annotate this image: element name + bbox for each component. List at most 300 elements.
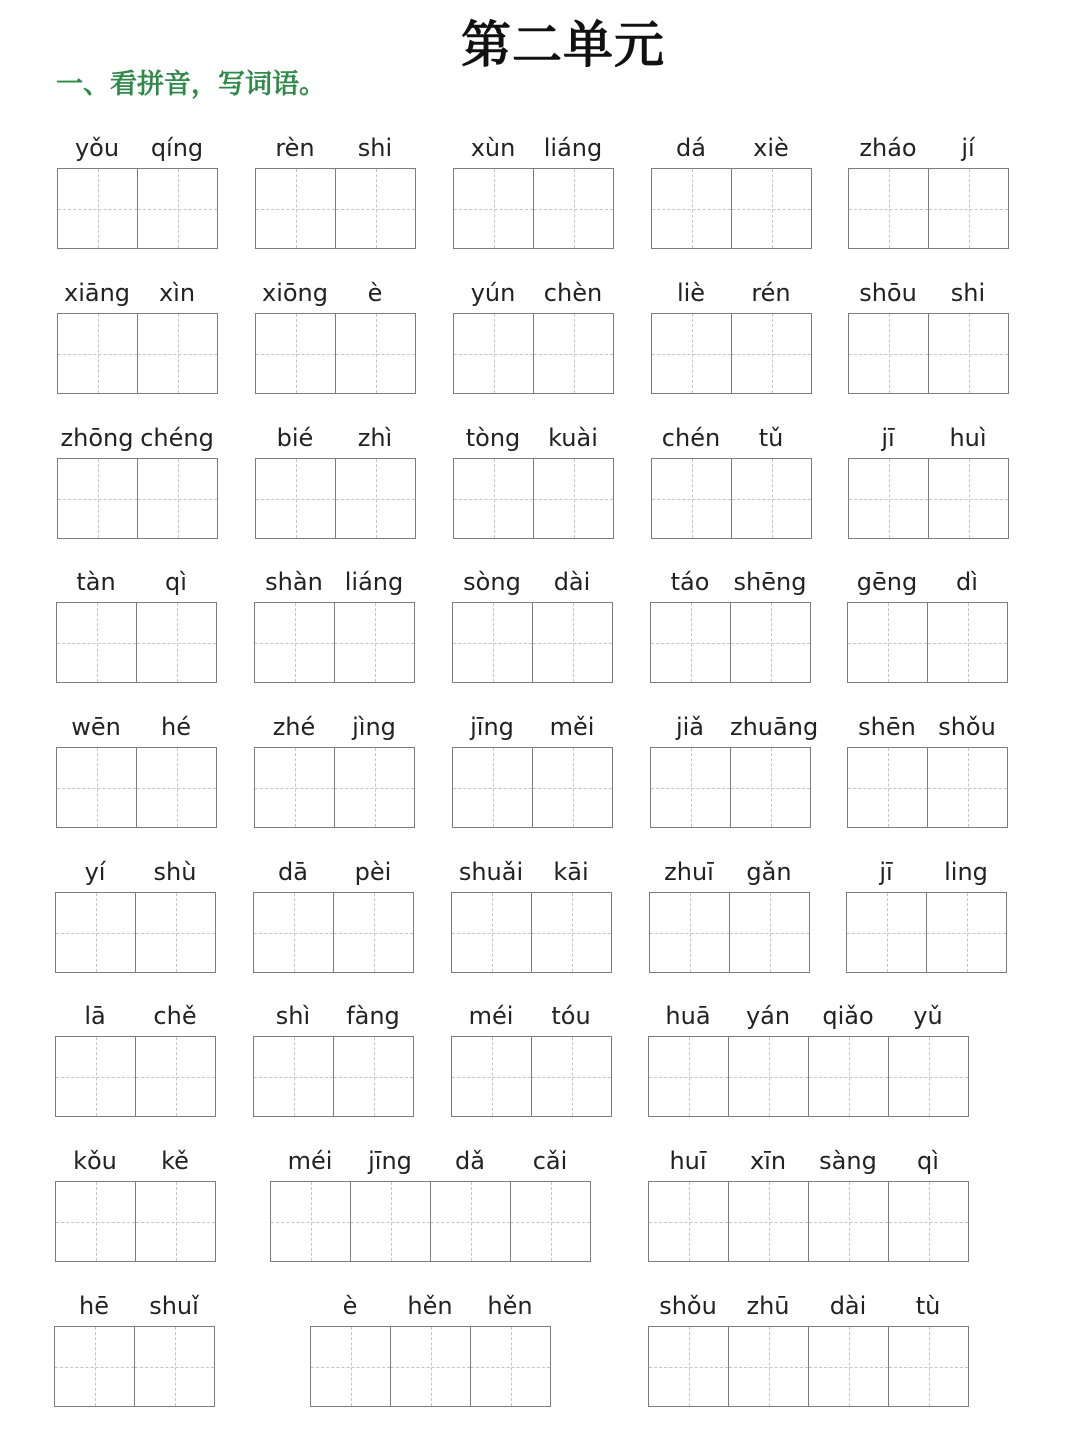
pinyin-row [54, 1288, 214, 1324]
character-writing-box[interactable] [652, 313, 732, 394]
writing-grid [452, 747, 613, 828]
writing-grid [452, 602, 613, 683]
character-writing-box[interactable] [254, 892, 334, 973]
writing-grid [651, 458, 812, 539]
pinyin-syllable: shù [153, 858, 197, 886]
word-item [453, 130, 615, 252]
character-writing-box[interactable] [256, 313, 336, 394]
character-writing-box[interactable] [454, 313, 534, 394]
pinyin-row [847, 564, 1007, 600]
pinyin-row [57, 275, 217, 311]
word-item [648, 998, 970, 1120]
character-writing-box[interactable] [847, 892, 927, 973]
character-writing-box[interactable] [651, 602, 731, 683]
pinyin-syllable: yún [470, 279, 516, 307]
character-writing-box[interactable] [452, 1036, 532, 1117]
character-writing-box[interactable] [889, 1326, 969, 1407]
writing-grid [846, 892, 1007, 973]
word-item [651, 420, 813, 542]
character-writing-box[interactable] [849, 313, 929, 394]
pinyin-row [55, 854, 215, 890]
pinyin-syllable: jīng [368, 1147, 412, 1175]
word-item [255, 420, 417, 542]
character-writing-box[interactable] [732, 458, 812, 539]
pinyin-row [310, 1288, 550, 1324]
writing-grid [650, 602, 811, 683]
character-writing-box[interactable] [454, 168, 534, 249]
pinyin-syllable: kǒu [73, 1147, 117, 1175]
writing-grid [54, 1326, 215, 1407]
character-writing-box[interactable] [58, 458, 138, 539]
pinyin-syllable: tù [915, 1292, 941, 1320]
word-item [453, 275, 615, 397]
character-writing-box[interactable] [729, 1036, 809, 1117]
pinyin-syllable: dá [676, 134, 706, 162]
pinyin-syllable: jī [879, 858, 893, 886]
writing-grid [255, 313, 416, 394]
pinyin-syllable: è [342, 1292, 358, 1320]
pinyin-syllable: liáng [543, 134, 603, 162]
pinyin-syllable: xiè [753, 134, 789, 162]
pinyin-syllable: chéng [140, 424, 214, 452]
word-item [254, 709, 416, 831]
writing-grid [847, 747, 1008, 828]
pinyin-syllable: liè [676, 279, 706, 307]
character-writing-box[interactable] [731, 747, 811, 828]
pinyin-syllable: shi [950, 279, 986, 307]
character-writing-box[interactable] [534, 458, 614, 539]
pinyin-syllable: qì [917, 1147, 939, 1175]
character-writing-box[interactable] [809, 1326, 889, 1407]
pinyin-syllable: kě [161, 1147, 189, 1175]
pinyin-row [253, 998, 413, 1034]
character-writing-box[interactable] [809, 1036, 889, 1117]
pinyin-row [254, 564, 414, 600]
pinyin-row [55, 1143, 215, 1179]
page-title: 第二单元 [461, 16, 665, 74]
word-item [57, 275, 219, 397]
writing-grid [57, 458, 218, 539]
pinyin-syllable: méi [287, 1147, 333, 1175]
character-writing-box[interactable] [254, 1036, 334, 1117]
pinyin-syllable: xùn [470, 134, 516, 162]
character-writing-box[interactable] [56, 892, 136, 973]
writing-grid [254, 602, 415, 683]
character-writing-box[interactable] [256, 168, 336, 249]
writing-grid [453, 313, 614, 394]
pinyin-row [848, 130, 1008, 166]
writing-grid [848, 458, 1009, 539]
writing-grid [56, 602, 217, 683]
pinyin-syllable: zhū [746, 1292, 790, 1320]
pinyin-syllable: zháo [859, 134, 917, 162]
character-writing-box[interactable] [453, 747, 533, 828]
character-writing-box[interactable] [471, 1326, 551, 1407]
pinyin-row [848, 275, 1008, 311]
character-writing-box[interactable] [848, 602, 928, 683]
character-writing-box[interactable] [138, 168, 218, 249]
character-writing-box[interactable] [929, 313, 1009, 394]
pinyin-syllable: chèn [543, 279, 603, 307]
pinyin-syllable: shì [275, 1002, 311, 1030]
pinyin-row [651, 420, 811, 456]
pinyin-syllable: gǎn [746, 858, 792, 886]
character-writing-box[interactable] [532, 892, 612, 973]
word-item [254, 564, 416, 686]
writing-grid [648, 1036, 969, 1117]
character-writing-box[interactable] [57, 747, 137, 828]
pinyin-syllable: shuǐ [149, 1292, 199, 1320]
word-item [651, 275, 813, 397]
character-writing-box[interactable] [532, 1036, 612, 1117]
pinyin-syllable: yán [745, 1002, 791, 1030]
pinyin-row [848, 420, 1008, 456]
pinyin-syllable: kuài [548, 424, 598, 452]
character-writing-box[interactable] [534, 168, 614, 249]
pinyin-row [651, 130, 811, 166]
writing-grid [848, 168, 1009, 249]
character-writing-box[interactable] [57, 602, 137, 683]
pinyin-syllable: kāi [553, 858, 589, 886]
character-writing-box[interactable] [335, 747, 415, 828]
character-writing-box[interactable] [135, 1326, 215, 1407]
character-writing-box[interactable] [255, 602, 335, 683]
pinyin-syllable: sòng [463, 568, 521, 596]
character-writing-box[interactable] [927, 892, 1007, 973]
word-item [846, 854, 1008, 976]
word-item [847, 564, 1009, 686]
character-writing-box[interactable] [849, 168, 929, 249]
character-writing-box[interactable] [335, 602, 415, 683]
pinyin-syllable: hěn [407, 1292, 453, 1320]
pinyin-syllable: yǔ [913, 1002, 943, 1030]
pinyin-row [651, 275, 811, 311]
pinyin-syllable: shuǎi [458, 858, 524, 886]
character-writing-box[interactable] [848, 747, 928, 828]
pinyin-syllable: dǎ [455, 1147, 485, 1175]
word-item [848, 420, 1010, 542]
writing-grid [270, 1181, 591, 1262]
pinyin-row [453, 420, 613, 456]
character-writing-box[interactable] [729, 1326, 809, 1407]
character-writing-box[interactable] [849, 458, 929, 539]
character-writing-box[interactable] [334, 892, 414, 973]
writing-grid [255, 458, 416, 539]
character-writing-box[interactable] [431, 1181, 511, 1262]
pinyin-syllable: chě [153, 1002, 197, 1030]
word-item [847, 709, 1009, 831]
pinyin-syllable: xīn [749, 1147, 787, 1175]
word-item [56, 564, 218, 686]
pinyin-syllable: huā [665, 1002, 711, 1030]
pinyin-syllable: lā [84, 1002, 106, 1030]
pinyin-row [648, 1143, 968, 1179]
character-writing-box[interactable] [56, 1036, 136, 1117]
word-item [650, 709, 819, 831]
pinyin-row [55, 998, 215, 1034]
pinyin-row [451, 854, 611, 890]
character-writing-box[interactable] [511, 1181, 591, 1262]
pinyin-syllable: rèn [275, 134, 315, 162]
writing-grid [57, 168, 218, 249]
character-writing-box[interactable] [336, 313, 416, 394]
pinyin-syllable: hē [79, 1292, 109, 1320]
character-writing-box[interactable] [351, 1181, 431, 1262]
pinyin-syllable: bié [276, 424, 314, 452]
word-item [452, 709, 614, 831]
character-writing-box[interactable] [58, 313, 138, 394]
word-item [648, 1288, 970, 1410]
pinyin-syllable: táo [670, 568, 710, 596]
pinyin-row [649, 854, 809, 890]
character-writing-box[interactable] [651, 747, 731, 828]
writing-grid [651, 168, 812, 249]
pinyin-row [650, 709, 819, 745]
character-writing-box[interactable] [730, 892, 810, 973]
word-item [54, 1288, 216, 1410]
character-writing-box[interactable] [453, 602, 533, 683]
pinyin-row [253, 854, 413, 890]
character-writing-box[interactable] [809, 1181, 889, 1262]
word-item [848, 130, 1010, 252]
character-writing-box[interactable] [136, 1181, 216, 1262]
character-writing-box[interactable] [334, 1036, 414, 1117]
character-writing-box[interactable] [58, 168, 138, 249]
character-writing-box[interactable] [137, 602, 217, 683]
pinyin-row [453, 275, 613, 311]
character-writing-box[interactable] [731, 602, 811, 683]
word-item [310, 1288, 552, 1410]
character-writing-box[interactable] [533, 747, 613, 828]
writing-grid [451, 1036, 612, 1117]
character-writing-box[interactable] [889, 1181, 969, 1262]
pinyin-row [452, 709, 612, 745]
character-writing-box[interactable] [652, 458, 732, 539]
pinyin-row [650, 564, 810, 600]
pinyin-row [255, 420, 415, 456]
word-item [55, 854, 217, 976]
character-writing-box[interactable] [391, 1326, 471, 1407]
word-item [451, 854, 613, 976]
section-heading: 一、看拼音，写词语。 [56, 69, 326, 100]
word-item [255, 130, 417, 252]
pinyin-row [56, 709, 216, 745]
word-item [57, 130, 219, 252]
pinyin-syllable: xiāng [63, 279, 131, 307]
character-writing-box[interactable] [136, 1036, 216, 1117]
pinyin-syllable: tàn [76, 568, 116, 596]
writing-grid [648, 1181, 969, 1262]
writing-grid [651, 313, 812, 394]
pinyin-syllable: tǔ [758, 424, 784, 452]
character-writing-box[interactable] [889, 1036, 969, 1117]
character-writing-box[interactable] [928, 747, 1008, 828]
character-writing-box[interactable] [533, 602, 613, 683]
word-item [55, 1143, 217, 1265]
pinyin-syllable: shǒu [659, 1292, 717, 1320]
character-writing-box[interactable] [55, 1326, 135, 1407]
character-writing-box[interactable] [649, 1326, 729, 1407]
character-writing-box[interactable] [136, 892, 216, 973]
pinyin-syllable: hé [161, 713, 191, 741]
pinyin-row [847, 709, 1007, 745]
pinyin-syllable: zhé [272, 713, 316, 741]
pinyin-syllable: ling [944, 858, 988, 886]
pinyin-syllable: sàng [819, 1147, 877, 1175]
pinyin-syllable: shēn [858, 713, 916, 741]
writing-grid [253, 1036, 414, 1117]
writing-grid [453, 168, 614, 249]
pinyin-syllable: hěn [487, 1292, 533, 1320]
pinyin-syllable: qì [165, 568, 187, 596]
pinyin-row [255, 130, 415, 166]
word-item [848, 275, 1010, 397]
pinyin-syllable: fàng [346, 1002, 400, 1030]
writing-grid [310, 1326, 551, 1407]
character-writing-box[interactable] [534, 313, 614, 394]
pinyin-row [846, 854, 1006, 890]
writing-grid [55, 1181, 216, 1262]
character-writing-box[interactable] [928, 602, 1008, 683]
writing-grid [253, 892, 414, 973]
pinyin-syllable: shàn [265, 568, 323, 596]
writing-grid [847, 602, 1008, 683]
pinyin-syllable: dài [553, 568, 591, 596]
character-writing-box[interactable] [311, 1326, 391, 1407]
writing-grid [453, 458, 614, 539]
pinyin-syllable: jī [881, 424, 895, 452]
character-writing-box[interactable] [256, 458, 336, 539]
word-item [56, 709, 218, 831]
pinyin-syllable: zhuī [664, 858, 714, 886]
word-item [453, 420, 615, 542]
character-writing-box[interactable] [729, 1181, 809, 1262]
pinyin-syllable: qiǎo [822, 1002, 874, 1030]
pinyin-syllable: huī [669, 1147, 707, 1175]
pinyin-syllable: zhuāng [730, 713, 819, 741]
pinyin-row [255, 275, 415, 311]
writing-grid [55, 892, 216, 973]
pinyin-syllable: qíng [150, 134, 204, 162]
character-writing-box[interactable] [56, 1181, 136, 1262]
word-item [57, 420, 219, 542]
pinyin-syllable: zhōng [60, 424, 134, 452]
pinyin-syllable: shi [357, 134, 393, 162]
pinyin-syllable: jiǎ [675, 713, 705, 741]
pinyin-syllable: cǎi [532, 1147, 568, 1175]
pinyin-syllable: gēng [856, 568, 918, 596]
pinyin-syllable: zhì [357, 424, 393, 452]
pinyin-syllable: xiōng [262, 279, 328, 307]
pinyin-syllable: dā [278, 858, 308, 886]
pinyin-syllable: è [367, 279, 383, 307]
word-item [253, 854, 415, 976]
word-item [255, 275, 417, 397]
character-writing-box[interactable] [732, 313, 812, 394]
word-item [451, 998, 613, 1120]
pinyin-syllable: tòng [465, 424, 521, 452]
writing-grid [255, 168, 416, 249]
pinyin-syllable: xìn [158, 279, 196, 307]
pinyin-syllable: rén [751, 279, 791, 307]
pinyin-row [270, 1143, 590, 1179]
pinyin-syllable: jìng [352, 713, 396, 741]
character-writing-box[interactable] [271, 1181, 351, 1262]
pinyin-row [648, 998, 968, 1034]
writing-grid [451, 892, 612, 973]
character-writing-box[interactable] [929, 168, 1009, 249]
pinyin-row [452, 564, 612, 600]
pinyin-syllable: wēn [71, 713, 121, 741]
pinyin-syllable: shǒu [938, 713, 996, 741]
pinyin-syllable: huì [949, 424, 987, 452]
word-item [253, 998, 415, 1120]
pinyin-row [453, 130, 613, 166]
pinyin-syllable: chén [661, 424, 721, 452]
word-item [55, 998, 217, 1120]
character-writing-box[interactable] [138, 458, 218, 539]
character-writing-box[interactable] [652, 168, 732, 249]
pinyin-row [451, 998, 611, 1034]
pinyin-syllable: jí [961, 134, 975, 162]
pinyin-row [648, 1288, 968, 1324]
character-writing-box[interactable] [649, 1181, 729, 1262]
word-item [650, 564, 812, 686]
pinyin-row [254, 709, 414, 745]
word-item [649, 854, 811, 976]
pinyin-syllable: shōu [859, 279, 917, 307]
writing-grid [57, 313, 218, 394]
pinyin-syllable: shēng [733, 568, 807, 596]
character-writing-box[interactable] [454, 458, 534, 539]
writing-grid [650, 747, 811, 828]
pinyin-syllable: pèi [354, 858, 392, 886]
writing-grid [649, 892, 810, 973]
writing-grid [848, 313, 1009, 394]
character-writing-box[interactable] [255, 747, 335, 828]
word-item [648, 1143, 970, 1265]
character-writing-box[interactable] [137, 747, 217, 828]
character-writing-box[interactable] [649, 1036, 729, 1117]
character-writing-box[interactable] [732, 168, 812, 249]
pinyin-syllable: dài [829, 1292, 867, 1320]
pinyin-syllable: méi [468, 1002, 514, 1030]
character-writing-box[interactable] [336, 168, 416, 249]
word-item [651, 130, 813, 252]
writing-grid [56, 747, 217, 828]
pinyin-syllable: tóu [551, 1002, 591, 1030]
pinyin-syllable: yí [84, 858, 106, 886]
pinyin-syllable: liáng [344, 568, 404, 596]
character-writing-box[interactable] [452, 892, 532, 973]
character-writing-box[interactable] [138, 313, 218, 394]
pinyin-row [56, 564, 216, 600]
character-writing-box[interactable] [336, 458, 416, 539]
character-writing-box[interactable] [650, 892, 730, 973]
writing-grid [648, 1326, 969, 1407]
pinyin-row [57, 420, 217, 456]
pinyin-row [57, 130, 217, 166]
character-writing-box[interactable] [929, 458, 1009, 539]
writing-grid [254, 747, 415, 828]
writing-grid [55, 1036, 216, 1117]
word-item [452, 564, 614, 686]
pinyin-syllable: měi [549, 713, 595, 741]
pinyin-syllable: jīng [470, 713, 514, 741]
pinyin-syllable: dì [956, 568, 978, 596]
pinyin-syllable: yǒu [74, 134, 120, 162]
word-item [270, 1143, 592, 1265]
